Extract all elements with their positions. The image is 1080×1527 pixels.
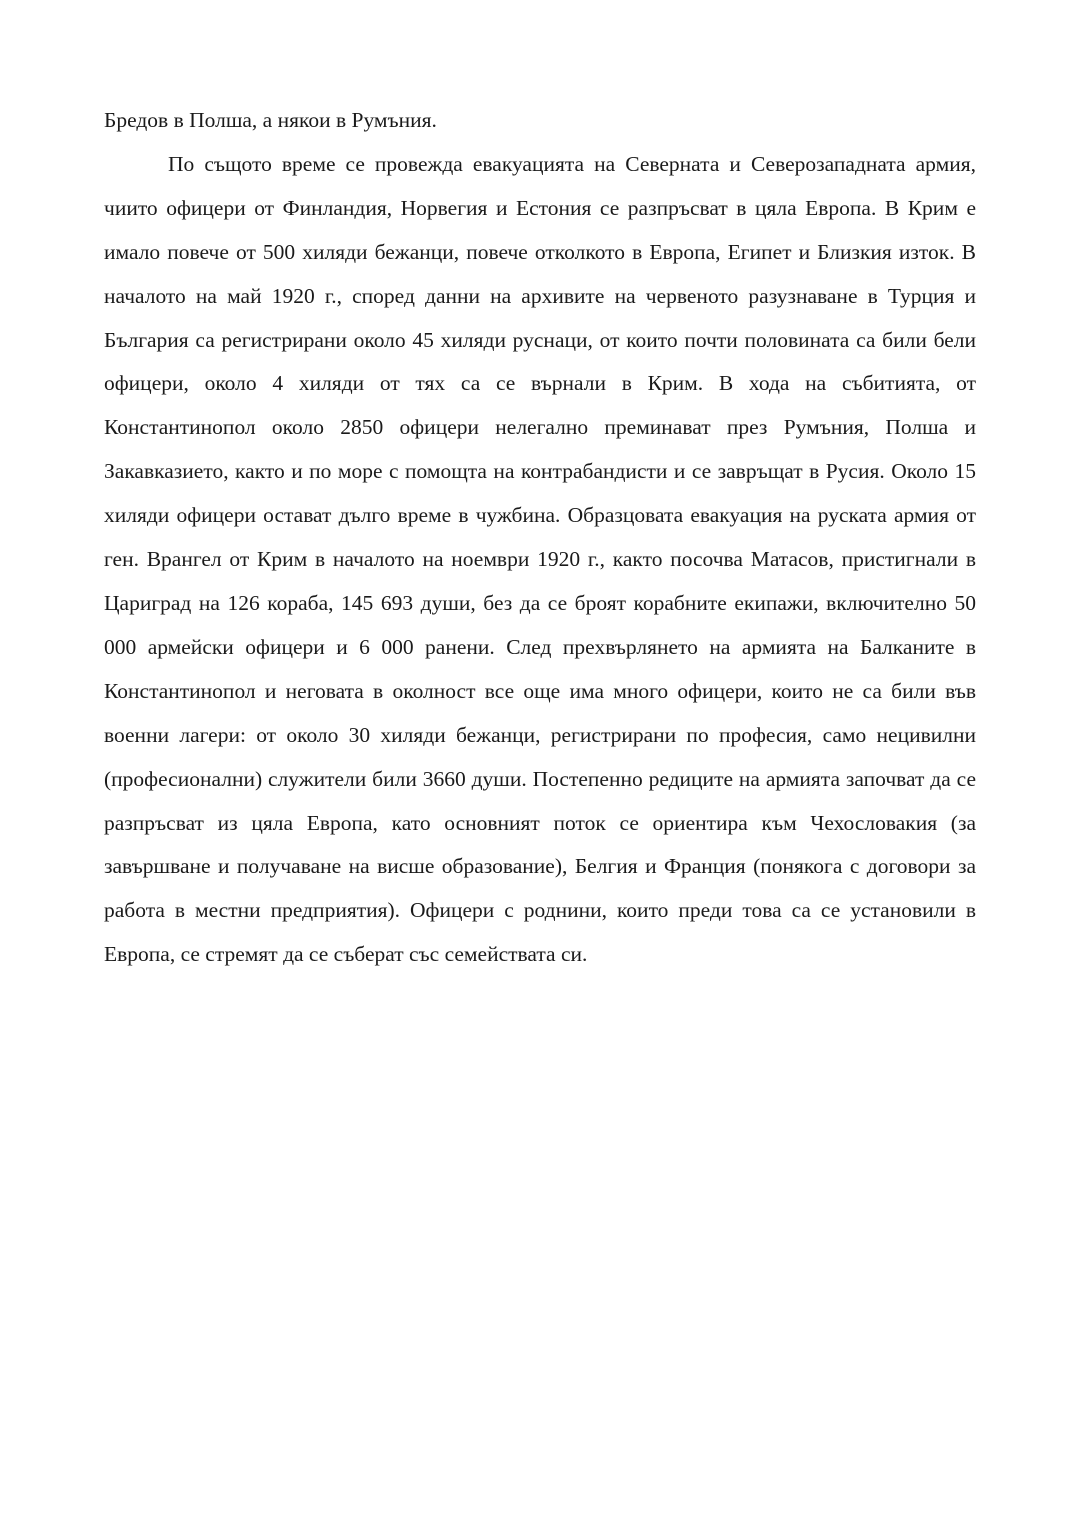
paragraph-continuation: Бредов в Полша, а някои в Румъния. <box>104 108 437 132</box>
body-text <box>104 99 976 977</box>
paragraph-evacuation: По същото време се провежда евакуацията на Северната и Северозападната армия, чиито офицери от Финландия, Норвегия и Естония се разпръсват в цяла Европа. В Крим е имало повече от 500 хиляди бежанци, повече отколкото в Европа, Египет и Близкия изток. В началото на май 1920 г., според данни на архивите на червеното разузнаване в Турция и България са регистрирани около 45 хиляди руснаци, от които почти половината са били бели офицери, около 4 хиляди от тях са се върнали в Крим. В хода на събитията, от Константинопол около 2850 офицери нелегално преминават през Румъния, Полша и Закавказието, както и по море с помощта на контрабандисти и се завръщат в Русия. Около 15 хиляди офицери остават дълго време в чужбина. Образцовата евакуация на руската армия от ген. Врангел от Крим в началото на ноември 1920 г., както посочва Матасов, пристигнали в Цариград на 126 кораба, 145 693 души, без да се броят корабните екипажи, включително 50 000 армейски офицери и 6 000 ранени. След прехвърлянето на армията на Балканите в Константинопол и неговата в околност все още има много офицери, които не са били във военни лагери: от около 30 хиляди бежанци, регистрирани по професия, само нецивилни (професионални) служители били 3660 души. Постепенно редиците на армията започват да се разпръсват из цяла Европа, като основният поток се ориентира към Чехословакия (за завършване и получаване на висше образование), Белгия и Франция (понякога с договори за работа в местни предприятия). Офицери с роднини, които преди това са се установили в Европа, се стремят да се съберат със семействата си. <box>104 151 976 967</box>
